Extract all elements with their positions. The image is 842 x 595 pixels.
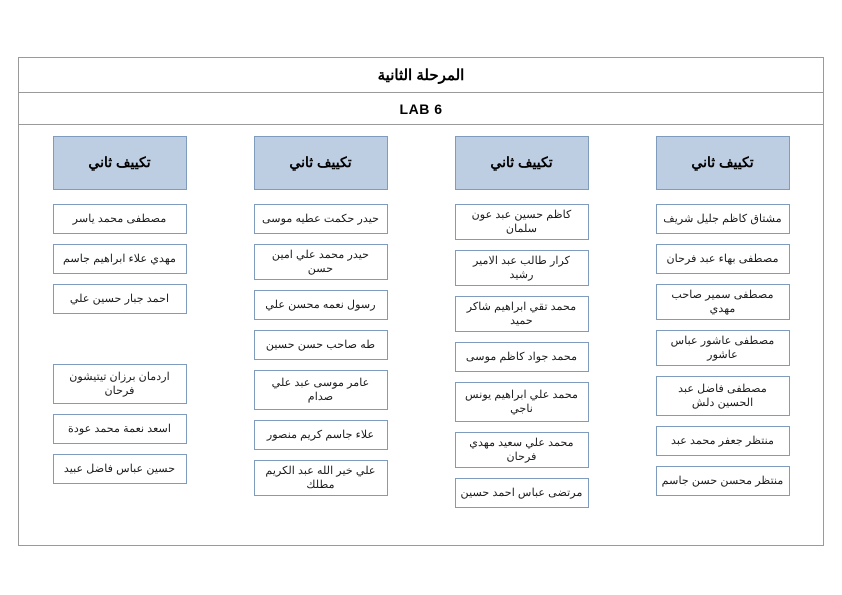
lab-subtitle: LAB 6 xyxy=(19,93,823,125)
list-item: كاظم حسين عبد عون سلمان xyxy=(455,204,589,240)
list-item: مصطفى سمير صاحب مهدي xyxy=(656,284,790,320)
column-header-1: تكييف ثاني xyxy=(656,136,790,190)
list-item: احمد جبار حسين علي xyxy=(53,284,187,314)
roster-column-2 xyxy=(421,131,622,531)
column-header-4: تكييف ثاني xyxy=(53,136,187,190)
list-item: محمد جواد كاظم موسى xyxy=(455,342,589,372)
list-item-empty xyxy=(53,324,187,354)
list-item: اسعد نعمة محمد عودة xyxy=(53,414,187,444)
roster-column-1 xyxy=(622,131,823,531)
list-item: حيدر حكمت عطيه موسى xyxy=(254,204,388,234)
column-header-2: تكييف ثاني xyxy=(455,136,589,190)
list-item: علاء جاسم كريم منصور xyxy=(254,420,388,450)
list-item: عامر موسى عبد علي صدام xyxy=(254,370,388,410)
list-item: منتظر محسن حسن جاسم xyxy=(656,466,790,496)
roster-column-4 xyxy=(19,131,220,531)
list-item: طه صاحب حسن حسين xyxy=(254,330,388,360)
list-item: حسين عباس فاضل عبيد xyxy=(53,454,187,484)
list-item: كرار طالب عبد الامير رشيد xyxy=(455,250,589,286)
list-item: مصطفى عاشور عباس عاشور xyxy=(656,330,790,366)
list-item: مصطفى بهاء عبد فرحان xyxy=(656,244,790,274)
list-item: مرتضى عباس احمد حسين xyxy=(455,478,589,508)
list-item: اردمان برزان تيتيشون فرحان xyxy=(53,364,187,404)
list-item: محمد علي ابراهيم يونس ناجي xyxy=(455,382,589,422)
list-item: محمد تقي ابراهيم شاكر حميد xyxy=(455,296,589,332)
columns-container xyxy=(19,125,823,545)
list-item: علي خير الله عبد الكريم مطلك xyxy=(254,460,388,496)
list-item: حيدر محمد علي امين حسن xyxy=(254,244,388,280)
list-item: محمد علي سعيد مهدي فرحان xyxy=(455,432,589,468)
list-item: منتظر جعفر محمد عبد xyxy=(656,426,790,456)
roster-table xyxy=(18,57,824,546)
roster-column-3 xyxy=(220,131,421,531)
column-header-3: تكييف ثاني xyxy=(254,136,388,190)
list-item: رسول نعمه محسن علي xyxy=(254,290,388,320)
list-item: مشتاق كاظم جليل شريف xyxy=(656,204,790,234)
page-title: المرحلة الثانية xyxy=(19,58,823,93)
list-item: مهدي علاء ابراهيم جاسم xyxy=(53,244,187,274)
list-item: مصطفى فاضل عبد الحسين دلش xyxy=(656,376,790,416)
list-item: مصطفى محمد ياسر xyxy=(53,204,187,234)
